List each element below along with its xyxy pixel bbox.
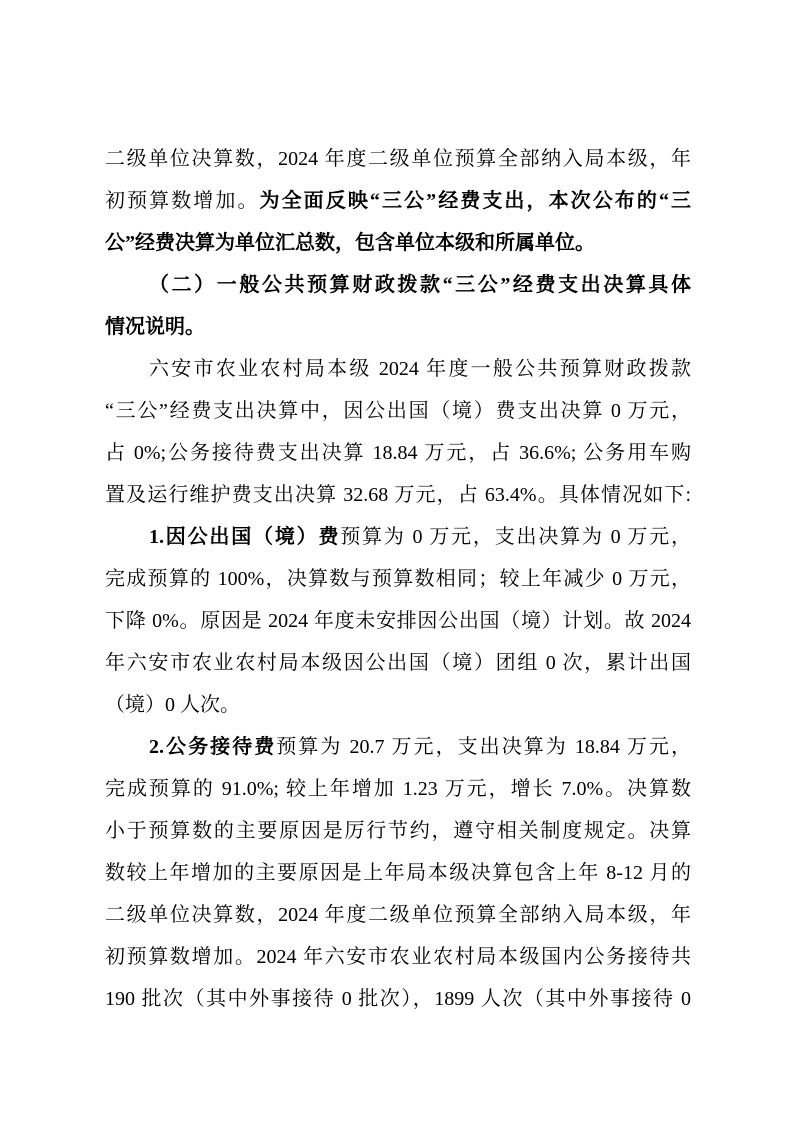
text-line [105,180,691,222]
text-line [105,348,691,390]
text-line [105,474,691,516]
bold-text-run: 情况说明。 [105,316,205,338]
text-line [105,558,691,600]
text-line [105,894,691,936]
text-line [105,978,691,1020]
text-run: 初预算数增加。 [105,190,260,212]
text-run: 二级单位决算数，2024 年度二级单位预算全部纳入局本级，年 [105,904,691,926]
text-run: 预算为 0 万元，支出决算为 0 万元， [340,526,692,548]
text-line [105,600,691,642]
text-line [105,432,691,474]
text-line [105,642,691,684]
text-run: 占 0%;公务接待费支出决算 18.84 万元，占 36.6%; 公务用车购 [105,442,691,464]
text-line [105,852,691,894]
text-run: （境）0 人次。 [105,694,240,716]
text-line [105,810,691,852]
text-run: 年六安市农业农村局本级因公出国（境）团组 0 次，累计出国 [105,652,691,674]
text-run: 六安市农业农村局本级 2024 年度一般公共预算财政拨款 [149,358,691,380]
document-body [105,138,691,1020]
text-run: 二级单位决算数，2024 年度二级单位预算全部纳入局本级，年 [105,148,691,170]
text-line [105,306,691,348]
bold-text-run: 1.因公出国（境）费 [149,526,341,548]
text-line [105,726,691,768]
text-line [105,222,691,264]
text-run: 预算为 20.7 万元，支出决算为 18.84 万元， [276,736,692,758]
text-line [105,516,691,558]
text-run: 完成预算的 91.0%; 较上年增加 1.23 万元，增长 7.0%。决算数 [105,778,691,800]
text-line [105,684,691,726]
text-run: 小于预算数的主要原因是厉行节约，遵守相关制度规定。决算 [105,820,691,842]
text-line [105,264,691,306]
bold-text-run: 为全面反映“三公”经费支出，本次公布的“三 [259,190,692,212]
bold-text-run: 公”经费决算为单位汇总数，包含单位本级和所属单位。 [105,232,595,254]
text-line [105,768,691,810]
text-line [105,138,691,180]
text-run: 初预算数增加。2024 年六安市农业农村局本级国内公务接待共 [105,946,691,968]
text-line [105,936,691,978]
text-run: 190 批次（其中外事接待 0 批次），1899 人次（其中外事接待 0 [105,988,691,1010]
text-run: “三公”经费支出决算中，因公出国（境）费支出决算 0 万元， [105,400,691,422]
text-run: 完成预算的 100%，决算数与预算数相同；较上年减少 0 万元， [105,568,691,590]
text-run: 置及运行维护费支出决算 32.68 万元，占 63.4%。具体情况如下: [105,484,691,506]
text-line [105,390,691,432]
bold-text-run: 2.公务接待费 [149,736,277,758]
text-run: 下降 0%。原因是 2024 年度未安排因公出国（境）计划。故 2024 [105,610,691,632]
bold-text-run: （二）一般公共预算财政拨款“三公”经费支出决算具体 [149,274,691,296]
text-run: 数较上年增加的主要原因是上年局本级决算包含上年 8-12 月的 [105,862,691,884]
